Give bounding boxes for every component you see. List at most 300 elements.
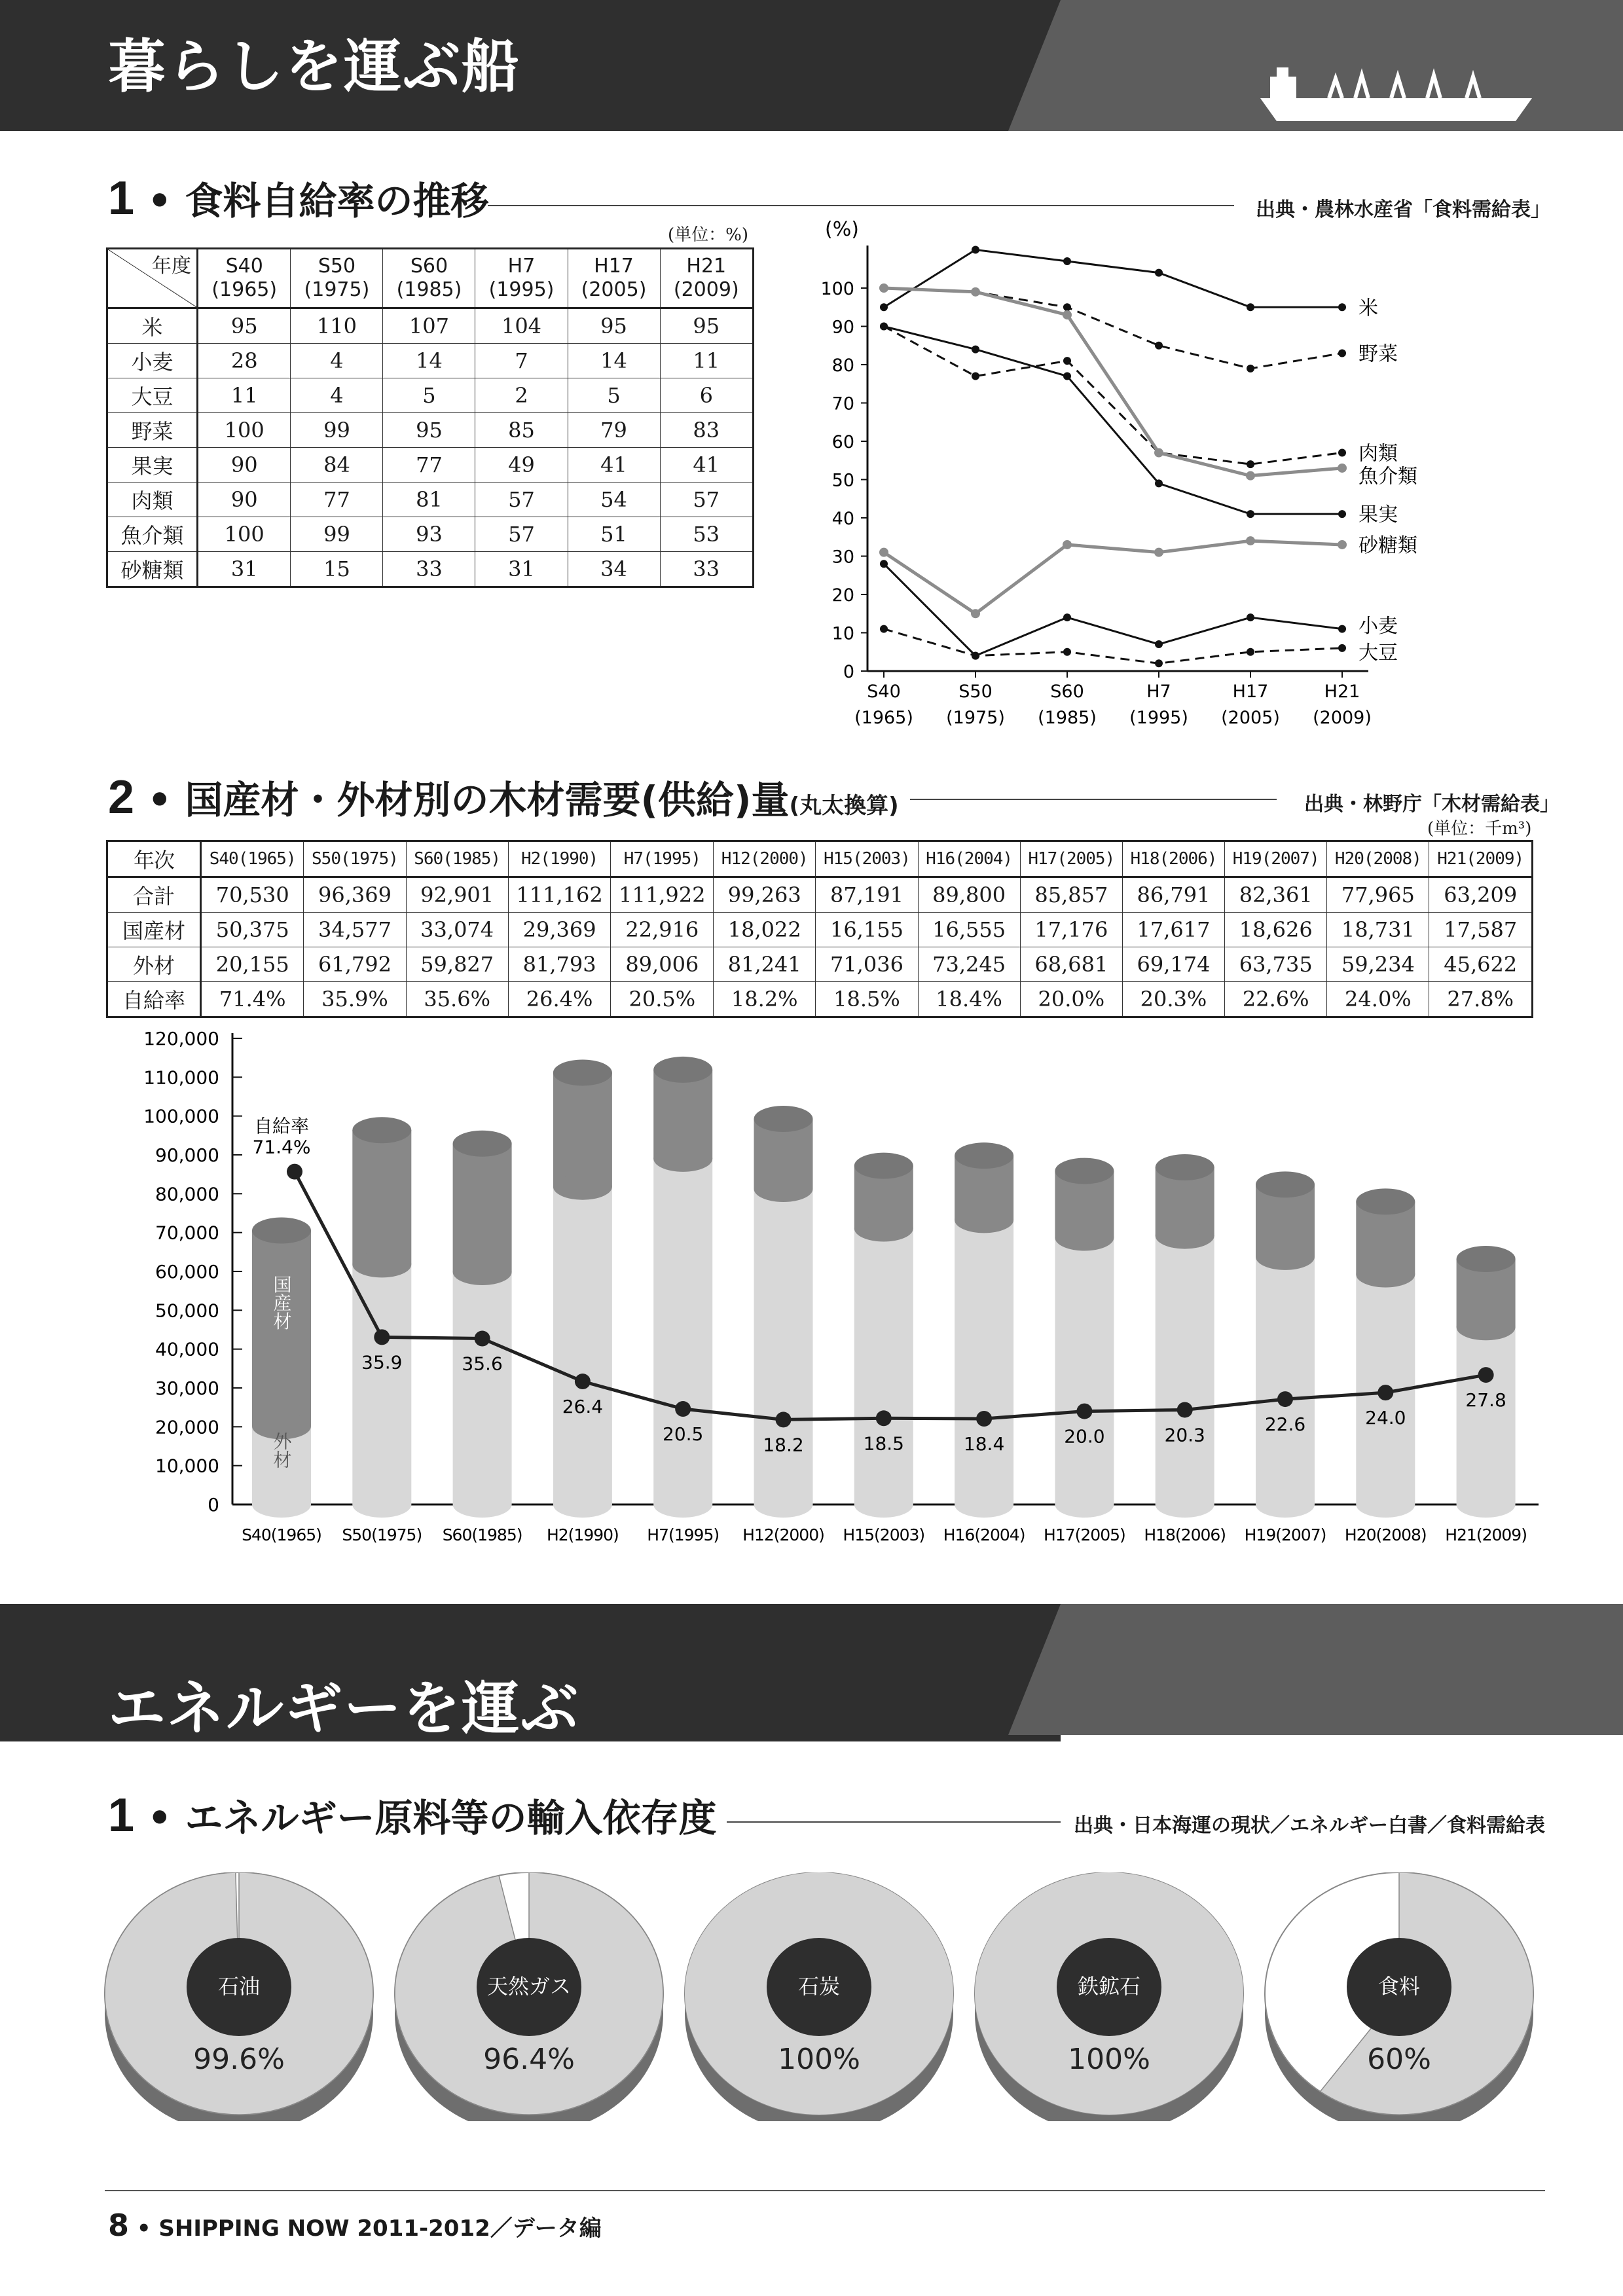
table-cell: 5 — [568, 378, 660, 413]
bar-foreign — [1256, 1257, 1315, 1504]
table-cell: 81,793 — [508, 947, 611, 982]
bar-column — [754, 1106, 813, 1518]
y-tick-label: 60 — [831, 432, 854, 452]
y-tick-label: 60,000 — [155, 1261, 219, 1283]
page-number: 8 — [108, 2208, 130, 2243]
section3-title-text: エネルギー原料等の輸入依存度 — [185, 1796, 717, 1840]
table-cell: 18,022 — [714, 913, 816, 947]
data-point — [879, 283, 888, 293]
table-cell: 20.3% — [1122, 982, 1224, 1017]
data-point — [1247, 648, 1254, 656]
line-value-label: 18.4 — [963, 1432, 1005, 1455]
y-tick-label: 120,000 — [143, 1028, 219, 1049]
bar-join — [1457, 1314, 1516, 1340]
line-point — [575, 1374, 591, 1389]
bar-foreign — [854, 1229, 913, 1504]
bar-foreign — [1156, 1236, 1214, 1504]
table-cell: 85 — [475, 413, 568, 448]
y-tick-label: 0 — [843, 662, 854, 682]
table-cell: 63,209 — [1429, 877, 1533, 913]
data-point — [1338, 449, 1346, 457]
table-cell: 6 — [660, 378, 753, 413]
table-cell: 81 — [383, 483, 475, 517]
x-tick-sub-label: (1975) — [946, 708, 1005, 728]
bar-top — [1156, 1154, 1214, 1180]
bar-base — [653, 1491, 712, 1518]
line-value-label: 18.2 — [763, 1434, 804, 1456]
table-cell: 31 — [198, 552, 291, 587]
section1-source: 出典・農林水産省「食料需給表」 — [1256, 198, 1550, 221]
table-cell: 86,791 — [1122, 877, 1224, 913]
pie-label: 鉄鉱石 — [1077, 1974, 1141, 1999]
y-tick-label: 30 — [831, 547, 854, 568]
food-self-sufficiency-table — [106, 247, 754, 588]
bar-domestic — [653, 1070, 712, 1159]
table-cell: 7 — [475, 344, 568, 378]
bar-top — [1356, 1188, 1415, 1214]
year-label: S50 — [318, 255, 356, 278]
year-sub-label: (1965) — [211, 278, 278, 301]
bullet: • — [129, 2215, 159, 2242]
section3-title — [108, 1787, 717, 1842]
table-cell: 84 — [291, 448, 383, 483]
line-value-label: 18.5 — [863, 1432, 904, 1455]
row-label: 野菜 — [107, 413, 198, 448]
data-point — [972, 652, 979, 660]
table-cell: 33 — [383, 552, 475, 587]
table-cell: 33,074 — [406, 913, 508, 947]
series-label: 魚介類 — [1359, 465, 1417, 488]
bar-foreign — [1055, 1237, 1114, 1504]
series-label: 大豆 — [1359, 641, 1398, 665]
pie-value: 99.6% — [193, 2043, 285, 2076]
data-point — [972, 346, 979, 354]
data-point — [1155, 479, 1163, 487]
footer-text: SHIPPING NOW 2011-2012／データ編 — [158, 2215, 602, 2242]
table-cell: 79 — [568, 413, 660, 448]
page-title: 暮らしを運ぶ船 — [108, 33, 521, 100]
row-label: 合計 — [107, 877, 201, 913]
data-point — [1063, 373, 1071, 380]
data-point — [1247, 613, 1254, 621]
bar-top — [553, 1059, 612, 1085]
bar-column — [1356, 1188, 1415, 1518]
y-tick-label: 80 — [831, 355, 854, 376]
y-tick-label: 100,000 — [143, 1105, 219, 1127]
section2-source: 出典・林野庁「木材需給表」 — [1304, 793, 1559, 816]
bar-base — [252, 1491, 311, 1518]
x-tick-label: S50(1975) — [342, 1525, 422, 1544]
year-header — [475, 249, 568, 308]
bullet: • — [134, 1796, 185, 1840]
table-row — [107, 378, 754, 413]
line-point — [1377, 1385, 1393, 1400]
section1-rule — [488, 205, 1234, 206]
data-point — [1246, 471, 1255, 481]
x-tick-sub-label: (1965) — [854, 708, 913, 728]
table-cell: 68,681 — [1020, 947, 1122, 982]
table-cell: 17,176 — [1020, 913, 1122, 947]
table-corner — [107, 249, 198, 308]
data-point — [1246, 536, 1255, 545]
table-cell: 35.6% — [406, 982, 508, 1017]
bar-column — [854, 1153, 913, 1518]
y-tick-label: 90 — [831, 317, 854, 338]
year-label: H17 — [594, 255, 634, 278]
line-value-label: 35.6 — [462, 1353, 503, 1375]
data-point — [1338, 510, 1346, 518]
table-cell: 99 — [291, 517, 383, 552]
section1-title-text: 食料自給率の推移 — [185, 179, 489, 223]
table-cell: 69,174 — [1122, 947, 1224, 982]
row-label: 米 — [107, 308, 198, 344]
data-point — [880, 560, 888, 568]
wood-demand-table — [106, 840, 1533, 1018]
table-cell: 71.4% — [201, 982, 304, 1017]
table-cell: 20.5% — [611, 982, 714, 1017]
bar-top — [453, 1131, 512, 1157]
year-header: H2(1990) — [508, 841, 611, 877]
x-tick-label: H21(2009) — [1445, 1525, 1527, 1544]
bar-foreign — [653, 1159, 712, 1504]
table-row — [107, 448, 754, 483]
table-cell: 31 — [475, 552, 568, 587]
pie-value: 100% — [1068, 2043, 1150, 2076]
data-point — [971, 609, 980, 618]
bar-foreign — [955, 1220, 1013, 1504]
data-point — [1063, 357, 1071, 365]
table-cell: 41 — [568, 448, 660, 483]
corner-label: 年度 — [152, 255, 191, 278]
x-tick-label: S50 — [958, 682, 993, 702]
section1-number: 1 — [108, 172, 135, 225]
table-row — [107, 308, 754, 344]
y-tick-label: 10 — [831, 623, 854, 644]
table-cell: 54 — [568, 483, 660, 517]
data-point — [1155, 269, 1163, 277]
year-header: H21(2009) — [1429, 841, 1533, 877]
table-cell: 100 — [198, 517, 291, 552]
data-point — [1154, 448, 1163, 458]
wood-bar-chart — [105, 1021, 1552, 1545]
table-cell: 110 — [291, 308, 383, 344]
data-point — [1063, 310, 1072, 319]
bar-column — [653, 1057, 712, 1518]
x-tick-label: H7(1995) — [647, 1525, 720, 1544]
year-header — [660, 249, 753, 308]
footer — [108, 2208, 602, 2243]
table-cell: 57 — [475, 483, 568, 517]
table-cell: 73,245 — [918, 947, 1020, 982]
data-point — [1338, 540, 1347, 549]
x-tick-label: H18(2006) — [1144, 1525, 1226, 1544]
data-point — [1154, 548, 1163, 557]
bar-top — [1256, 1171, 1315, 1197]
year-header: H19(2007) — [1225, 841, 1327, 877]
data-point — [972, 246, 979, 254]
table-row — [107, 552, 754, 587]
row-label: 外材 — [107, 947, 201, 982]
line-value-label: 22.6 — [1264, 1413, 1306, 1436]
year-header: H7(1995) — [611, 841, 714, 877]
line-point — [1076, 1404, 1092, 1419]
table-cell: 57 — [660, 483, 753, 517]
domestic-label: 国産材 — [270, 1275, 293, 1330]
bar-join — [653, 1146, 712, 1172]
data-point — [1155, 342, 1163, 350]
table-cell: 57 — [475, 517, 568, 552]
table-cell: 50,375 — [201, 913, 304, 947]
year-header: H18(2006) — [1122, 841, 1224, 877]
data-point — [880, 323, 888, 331]
row-label: 小麦 — [107, 344, 198, 378]
line-point — [876, 1410, 892, 1426]
bar-foreign — [553, 1187, 612, 1504]
y-tick-label: 20 — [831, 585, 854, 606]
year-sub-label: (1975) — [304, 278, 370, 301]
year-header — [383, 249, 475, 308]
header-banner — [0, 0, 1623, 131]
line-value-label: 20.0 — [1064, 1425, 1105, 1448]
x-tick-label: H17 — [1232, 682, 1269, 702]
table-cell: 34 — [568, 552, 660, 587]
data-point — [1338, 349, 1346, 357]
food-line-chart — [786, 216, 1440, 740]
bar-top — [754, 1106, 813, 1132]
bar-domestic — [553, 1072, 612, 1186]
table-cell: 20,155 — [201, 947, 304, 982]
table-row — [107, 913, 1533, 947]
ship-icon — [1257, 62, 1539, 124]
x-tick-label: H19(2007) — [1244, 1525, 1326, 1544]
table-cell: 107 — [383, 308, 475, 344]
x-tick-sub-label: (1995) — [1129, 708, 1188, 728]
data-point — [1338, 644, 1346, 652]
y-tick-label: 70 — [831, 393, 854, 414]
data-point — [1247, 303, 1254, 311]
table-cell: 15 — [291, 552, 383, 587]
data-point — [1247, 460, 1254, 468]
bar-column — [352, 1117, 411, 1518]
pie-label: 食料 — [1377, 1974, 1421, 1999]
table-cell: 27.8% — [1429, 982, 1533, 1017]
bar-join — [754, 1176, 813, 1202]
table-row — [107, 483, 754, 517]
table-cell: 18.5% — [816, 982, 918, 1017]
y-tick-label: 70,000 — [155, 1222, 219, 1244]
year-header — [568, 249, 660, 308]
table-cell: 29,369 — [508, 913, 611, 947]
table-cell: 63,735 — [1225, 947, 1327, 982]
data-point — [1063, 540, 1072, 549]
table-cell: 104 — [475, 308, 568, 344]
section1-unit: (単位：%) — [668, 225, 748, 245]
x-tick-label: H17(2005) — [1044, 1525, 1125, 1544]
bar-top — [854, 1153, 913, 1179]
series-line — [884, 250, 1342, 308]
year-header: H20(2008) — [1327, 841, 1429, 877]
series-line — [884, 327, 1342, 465]
section3-rule — [727, 1821, 1061, 1823]
y-tick-label: 80,000 — [155, 1183, 219, 1205]
data-point — [1247, 365, 1254, 373]
bar-column — [252, 1218, 311, 1518]
bar-column — [553, 1059, 612, 1518]
table-cell: 18,626 — [1225, 913, 1327, 947]
year-header — [198, 249, 291, 308]
section2-unit: (単位：千m³) — [1427, 819, 1532, 839]
x-tick-label: H21 — [1324, 682, 1360, 702]
x-tick-label: S60 — [1050, 682, 1084, 702]
y-tick-label: 50 — [831, 470, 854, 491]
x-tick-sub-label: (2005) — [1221, 708, 1280, 728]
bar-base — [1055, 1491, 1114, 1518]
line-value-label: 20.5 — [663, 1423, 704, 1446]
table-row — [107, 947, 1533, 982]
table-cell: 111,162 — [508, 877, 611, 913]
x-tick-label: H20(2008) — [1344, 1525, 1427, 1544]
bar-column — [453, 1131, 512, 1518]
data-point — [1155, 640, 1163, 648]
table-cell: 17,617 — [1122, 913, 1224, 947]
bar-base — [1156, 1491, 1214, 1518]
data-point — [1063, 613, 1071, 621]
data-point — [1063, 303, 1071, 311]
bar-join — [955, 1207, 1013, 1233]
pie-label: 石油 — [217, 1974, 261, 1999]
pie-1 — [105, 1872, 373, 2121]
table-cell: 16,555 — [918, 913, 1020, 947]
table-cell: 4 — [291, 378, 383, 413]
bar-column — [1156, 1154, 1214, 1518]
table-cell: 20.0% — [1020, 982, 1122, 1017]
series-label: 肉類 — [1359, 442, 1398, 465]
row-label: 自給率 — [107, 982, 201, 1017]
table-cell: 95 — [660, 308, 753, 344]
table-cell: 11 — [198, 378, 291, 413]
bar-column — [1055, 1158, 1114, 1518]
table-cell: 100 — [198, 413, 291, 448]
year-header: H16(2004) — [918, 841, 1020, 877]
table-cell: 14 — [568, 344, 660, 378]
row-label: 砂糖類 — [107, 552, 198, 587]
bar-join — [1055, 1224, 1114, 1250]
year-sub-label: (2005) — [581, 278, 647, 301]
data-point — [880, 303, 888, 311]
line-value-label: 27.8 — [1465, 1389, 1506, 1412]
bar-base — [1256, 1491, 1315, 1518]
line-point — [287, 1164, 302, 1180]
data-point — [971, 287, 980, 297]
bar-join — [553, 1174, 612, 1200]
table-cell: 33 — [660, 552, 753, 587]
table-cell: 4 — [291, 344, 383, 378]
bar-join — [1356, 1262, 1415, 1288]
x-tick-sub-label: (2009) — [1313, 708, 1372, 728]
table-cell: 49 — [475, 448, 568, 483]
bar-join — [352, 1251, 411, 1277]
table-cell: 18.2% — [714, 982, 816, 1017]
table-cell: 51 — [568, 517, 660, 552]
series-line — [884, 327, 1342, 515]
table-cell: 53 — [660, 517, 753, 552]
pie-label: 天然ガス — [486, 1974, 572, 1999]
table-cell: 18,731 — [1327, 913, 1429, 947]
table-cell: 99 — [291, 413, 383, 448]
y-tick-label: 40 — [831, 509, 854, 529]
x-tick-label: H12(2000) — [742, 1525, 824, 1544]
section2-subtitle: (丸太換算) — [789, 793, 899, 819]
bar-domestic — [352, 1130, 411, 1264]
section1-title — [108, 170, 489, 225]
section2-title-text: 国産材・外材別の木材需要(供給)量 — [185, 778, 790, 822]
table-cell: 22,916 — [611, 913, 714, 947]
pie-value: 100% — [778, 2043, 860, 2076]
bullet: • — [134, 778, 185, 822]
line-point — [1478, 1367, 1494, 1383]
table-cell: 59,827 — [406, 947, 508, 982]
year-header: H15(2003) — [816, 841, 918, 877]
section2-number: 2 — [108, 771, 135, 824]
y-tick-label: 90,000 — [155, 1144, 219, 1166]
x-tick-label: H2(1990) — [546, 1525, 619, 1544]
bar-foreign — [453, 1272, 512, 1504]
pie-label: 石炭 — [797, 1974, 841, 1999]
row-label: 大豆 — [107, 378, 198, 413]
line-point — [374, 1329, 390, 1345]
table-cell: 93 — [383, 517, 475, 552]
line-name-label: 自給率 — [253, 1115, 310, 1137]
series-line — [884, 564, 1342, 655]
y-tick-label: 50,000 — [155, 1300, 219, 1322]
bar-top — [1055, 1158, 1114, 1184]
series-line — [884, 288, 1342, 476]
row-label: 肉類 — [107, 483, 198, 517]
bar-top — [252, 1218, 311, 1244]
table-cell: 95 — [198, 308, 291, 344]
series-label: 米 — [1359, 297, 1378, 320]
series-label: 野菜 — [1359, 342, 1398, 366]
table-cell: 61,792 — [304, 947, 406, 982]
table-cell: 77 — [383, 448, 475, 483]
series-label: 小麦 — [1359, 614, 1398, 638]
table-cell: 45,622 — [1429, 947, 1533, 982]
data-point — [1247, 510, 1254, 518]
table-cell: 96,369 — [304, 877, 406, 913]
x-tick-label: H16(2004) — [943, 1525, 1025, 1544]
year-header: S60(1985) — [406, 841, 508, 877]
table-cell: 59,234 — [1327, 947, 1429, 982]
line-point — [1177, 1402, 1193, 1417]
year-label: S60 — [410, 255, 448, 278]
row-label: 国産材 — [107, 913, 201, 947]
data-point — [880, 625, 888, 633]
table-cell: 77,965 — [1327, 877, 1429, 913]
line-point — [776, 1412, 792, 1427]
table-cell: 41 — [660, 448, 753, 483]
table-cell: 82,361 — [1225, 877, 1327, 913]
year-sub-label: (1995) — [488, 278, 555, 301]
x-tick-label: S40 — [867, 682, 901, 702]
year-sub-label: (1985) — [396, 278, 462, 301]
table-cell: 111,922 — [611, 877, 714, 913]
bar-top — [653, 1057, 712, 1083]
table-cell: 95 — [383, 413, 475, 448]
data-point — [1063, 648, 1071, 656]
table-row — [107, 982, 1533, 1017]
table-cell: 87,191 — [816, 877, 918, 913]
bar-base — [553, 1491, 612, 1518]
